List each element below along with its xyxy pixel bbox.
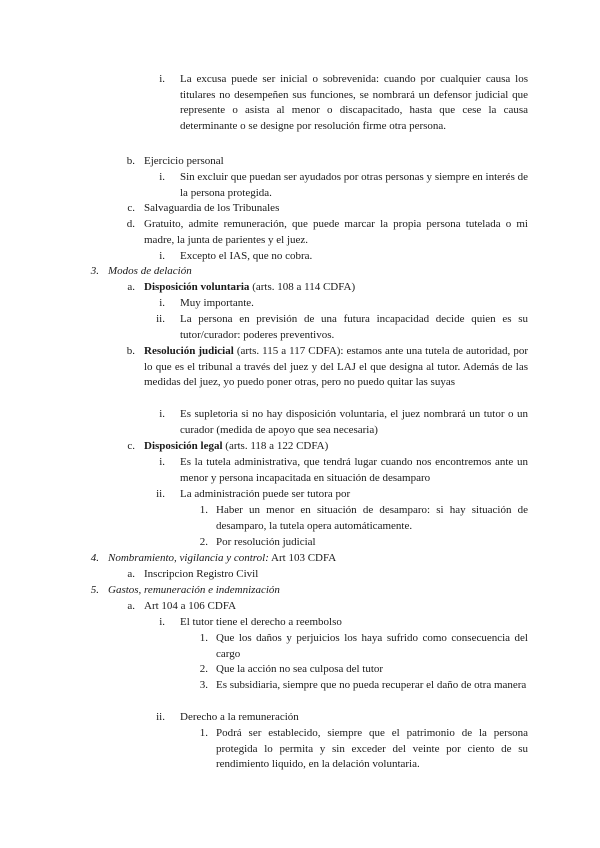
list-marker: a. [127, 281, 135, 293]
list-item-text: Disposición legal (arts. 118 a 122 CDFA) [144, 440, 329, 452]
list-marker: 2. [199, 663, 208, 675]
list-item-text: La excusa puede ser inicial o sobrevenida: cuando por cualquier causa los titulares no desempeñen sus funciones, se nombrará un defensor judicial que represente o asista al menor o discapacitado, hasta que cese la causa determinante o se designe por resolución firme otra persona. [180, 73, 528, 132]
list-marker: c. [127, 440, 135, 452]
list-item-text: Ejercicio personal [144, 155, 224, 167]
list-item-text: Que los daños y perjuicios los haya sufrido como consecuencia del cargo [216, 632, 528, 660]
list-item-text: Muy importante. [180, 297, 254, 309]
list-item-text: La administración puede ser tutora por [180, 488, 351, 500]
list-marker: c. [127, 202, 135, 214]
list-item-text: Excepto el IAS, que no cobra. [180, 250, 313, 262]
list-item-text: La persona en previsión de una futura incapacidad decide quien es su tutor/curador: poderes preventivos. [180, 313, 528, 341]
list-marker: 1. [199, 632, 208, 644]
list-item-text: Disposición voluntaria (arts. 108 a 114 CDFA) [144, 281, 356, 293]
list-marker: 4. [90, 552, 99, 564]
list-marker: a. [127, 600, 135, 612]
list-item-text: Es subsidiaria, siempre que no pueda recuperar el daño de otra manera [216, 679, 527, 691]
list-item-text: Derecho a la remuneración [180, 711, 299, 723]
list-marker: i. [159, 616, 165, 628]
bold-term: Disposición voluntaria [144, 281, 250, 293]
list-item-text: Es supletoria si no hay disposición voluntaria, el juez nombrará un tutor o un curador (medida de apoyo que sea necesaria) [180, 408, 528, 436]
list-item-text: Podrá ser establecido, siempre que el patrimonio de la persona protegida lo permita y sin exceder del veinte por ciento de su rendimiento liquido, en la delación voluntaria. [216, 727, 528, 770]
list-marker: ii. [156, 711, 165, 723]
list-item-text: Sin excluir que puedan ser ayudados por otras personas y siempre en interés de la persona protegida. [180, 171, 528, 199]
section-heading-text: Nombramiento, vigilancia y control: Art 103 CDFA [108, 552, 337, 564]
list-item-text: Que la acción no sea culposa del tutor [216, 663, 384, 675]
list-marker: i. [159, 297, 165, 309]
list-marker: ii. [156, 488, 165, 500]
list-marker: i. [159, 456, 165, 468]
list-marker: i. [159, 73, 165, 85]
list-marker: 1. [199, 504, 208, 516]
list-marker: 3. [90, 265, 99, 277]
list-item-text: Gratuito, admite remuneración, que puede marcar la propia persona tutelada o mi madre, la junta de parientes y el juez. [144, 218, 528, 246]
list-marker: a. [127, 568, 135, 580]
section-heading-text: Gastos, remuneración e indemnización [108, 584, 280, 596]
list-item-text: Salvaguardia de los Tribunales [144, 202, 280, 214]
bold-term: Disposición legal [144, 440, 223, 452]
list-marker: ii. [156, 313, 165, 325]
list-item-text: Inscripcion Registro Civil [144, 568, 259, 580]
list-item-text: Art 104 a 106 CDFA [144, 600, 237, 612]
bold-term: Resolución judicial [144, 345, 234, 357]
list-item-text: El tutor tiene el derecho a reembolso [180, 616, 342, 628]
list-marker: 3. [199, 679, 208, 691]
list-item-text: Es la tutela administrativa, que tendrá lugar cuando nos encontremos ante un menor y persona incapacitada en situación de desamparo [180, 456, 528, 484]
list-marker: 1. [199, 727, 208, 739]
list-marker: i. [159, 250, 165, 262]
list-item-text: Resolución judicial (arts. 115 a 117 CDFA): estamos ante una tutela de autoridad, por lo que es el tribunal a través del juez y del LAJ el que designa al tutor. Además de las medidas del juez, yo puedo poner otras, pero no puedo quitar las suyas [144, 345, 528, 388]
list-marker: i. [159, 408, 165, 420]
list-marker: d. [126, 218, 135, 230]
list-marker: 5. [90, 584, 99, 596]
list-item-text: Haber un menor en situación de desamparo: si hay situación de desamparo, la tutela opera automáticamente. [216, 504, 528, 532]
list-marker: b. [126, 155, 135, 167]
list-marker: b. [126, 345, 135, 357]
section-heading-text: Modos de delación [108, 265, 192, 277]
list-item-text: Por resolución judicial [216, 536, 316, 548]
list-marker: 2. [199, 536, 208, 548]
list-marker: i. [159, 171, 165, 183]
